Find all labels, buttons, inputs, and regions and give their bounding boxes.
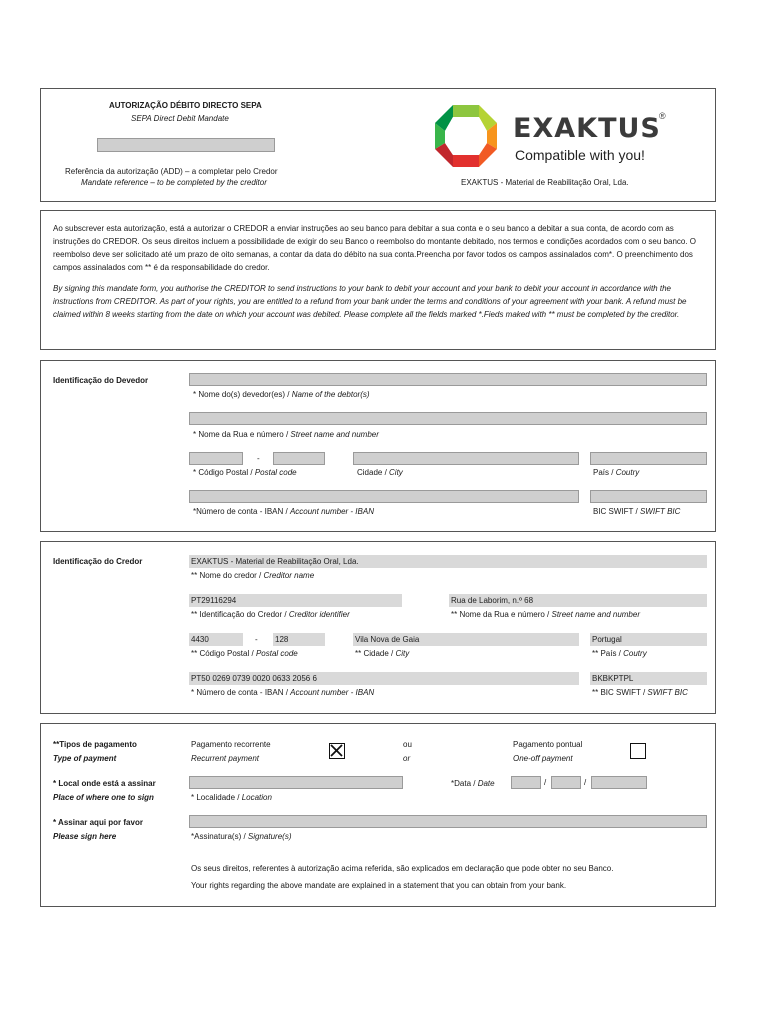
rights-text-en: Your rights regarding the above mandate are explained in a statement that you can obtain from your bank. xyxy=(191,881,567,890)
recurrent-payment-checkbox[interactable] xyxy=(329,743,345,759)
oneoff-payment-label: Pagamento pontual xyxy=(513,740,583,749)
debtor-street-label: * Nome da Rua e número / Street name and number xyxy=(193,430,379,439)
date-separator-1: / xyxy=(544,778,547,787)
debtor-city-label: Cidade / City xyxy=(357,468,403,477)
mandate-reference-label: Referência da autorização (ADD) – a completar pelo Credor xyxy=(65,167,278,176)
creditor-id-value: PT29116294 xyxy=(189,594,402,607)
mandate-reference-field[interactable] xyxy=(97,138,275,152)
debtor-country-label: País / Coutry xyxy=(593,468,640,477)
creditor-postal-2-value: 128 xyxy=(273,633,325,646)
place-label-en: Place of where one to sign xyxy=(53,793,154,802)
date-month-field[interactable] xyxy=(551,776,581,789)
debtor-name-label: * Nome do(s) devedor(es) / Name of the debtor(s) xyxy=(193,390,370,399)
creditor-iban-label: * Número de conta - IBAN / Account number - IBAN xyxy=(191,688,375,697)
rights-text-pt: Os seus direitos, referentes à autorização acima referida, são explicados em declaração que pode obter no seu Banco. xyxy=(191,864,614,873)
creditor-section xyxy=(40,541,716,714)
signature-field[interactable] xyxy=(189,815,707,828)
creditor-name-value: EXAKTUS - Material de Reabilitação Oral, Lda. xyxy=(189,555,707,568)
debtor-country-field[interactable] xyxy=(590,452,707,465)
debtor-postal-code-1-field[interactable] xyxy=(189,452,243,465)
creditor-country-value: Portugal xyxy=(590,633,707,646)
debtor-postal-separator: - xyxy=(257,454,260,463)
intro-text-pt: Ao subscrever esta autorização, está a autorizar o CREDOR a enviar instruções ao seu banco para debitar a sua conta e o seu banco a debitar a sua conta, de acordo com as instruções do CREDOR. Os seus direitos incluem a possibilidade de exigir do seu Banco o reembolso do montante debitado, nos termos e condições acordados com o seu banco. O reembolso deve ser solicitado até um prazo de oito semanas, a contar da data do débito na sua conta.Preencha por favor todos os campos assinalados com*. O preenchimento dos campos assinalados com ** é da responsabilidade do credor. xyxy=(53,224,697,272)
sign-here-label: * Assinar aqui por favor xyxy=(53,818,143,827)
creditor-id-label: ** Identificação do Credor / Creditor identifier xyxy=(191,610,350,619)
creditor-bic-label: ** BIC SWIFT / SWIFT BIC xyxy=(592,688,688,697)
payment-type-label: **Tipos de pagamento xyxy=(53,740,137,749)
location-field[interactable] xyxy=(189,776,403,789)
date-label: *Data / Date xyxy=(451,779,495,788)
creditor-street-value: Rua de Laborim, n.º 68 xyxy=(449,594,707,607)
signature-label: *Assinatura(s) / Signature(s) xyxy=(191,832,292,841)
company-logo xyxy=(431,103,681,169)
creditor-city-label: ** Cidade / City xyxy=(355,649,410,658)
sign-here-label-en: Please sign here xyxy=(53,832,117,841)
company-caption: EXAKTUS - Material de Reabilitação Oral, Lda. xyxy=(461,178,629,187)
payment-section xyxy=(40,723,716,907)
checkbox-cross-icon xyxy=(330,744,343,757)
creditor-bic-value: BKBKPTPL xyxy=(590,672,707,685)
debtor-postal-code-label: * Código Postal / Postal code xyxy=(193,468,297,477)
recurrent-payment-label: Pagamento recorrente xyxy=(191,740,271,749)
debtor-name-field[interactable] xyxy=(189,373,707,386)
creditor-postal-label: ** Código Postal / Postal code xyxy=(191,649,298,658)
debtor-postal-code-2-field[interactable] xyxy=(273,452,325,465)
or-label-en: or xyxy=(403,754,411,763)
place-label: * Local onde está a assinar xyxy=(53,779,156,788)
debtor-bic-field[interactable] xyxy=(590,490,707,503)
mandate-subtitle: SEPA Direct Debit Mandate xyxy=(131,114,229,123)
debtor-bic-label: BIC SWIFT / SWIFT BIC xyxy=(593,507,681,516)
debtor-section xyxy=(40,360,716,532)
date-separator-2: / xyxy=(584,778,587,787)
logo-octagon-icon xyxy=(431,103,501,169)
creditor-name-label: ** Nome do credor / Creditor name xyxy=(191,571,315,580)
oneoff-payment-checkbox[interactable] xyxy=(630,743,646,759)
recurrent-payment-label-en: Recurrent payment xyxy=(191,754,260,763)
header-box xyxy=(40,88,716,202)
or-label: ou xyxy=(403,740,412,749)
date-year-field[interactable] xyxy=(591,776,647,789)
creditor-iban-value: PT50 0269 0739 0020 0633 2056 6 xyxy=(189,672,579,685)
creditor-city-value: Vila Nova de Gaia xyxy=(353,633,579,646)
creditor-postal-1-value: 4430 xyxy=(189,633,243,646)
location-label: * Localidade / Location xyxy=(191,793,272,802)
creditor-section-label: Identificação do Credor xyxy=(53,557,143,566)
creditor-street-label: ** Nome da Rua e número / Street name and number xyxy=(451,610,640,619)
payment-type-label-en: Type of payment xyxy=(53,754,117,763)
mandate-title: AUTORIZAÇÃO DÉBITO DIRECTO SEPA xyxy=(109,101,262,110)
debtor-street-field[interactable] xyxy=(189,412,707,425)
logo-registered-mark: ® xyxy=(659,111,666,121)
debtor-section-label: Identificação do Devedor xyxy=(53,376,149,385)
logo-tagline: Compatible with you! xyxy=(515,147,645,163)
mandate-reference-label-en: Mandate reference – to be completed by the creditor xyxy=(81,178,267,187)
intro-box xyxy=(40,210,716,350)
intro-text-en: By signing this mandate form, you authorise the CREDITOR to send instructions to your bank to debit your account and your bank to debit your account in accordance with the instructions from CREDITOR. As part of your rights, you are entitled to a refund from your bank under the terms and conditions of your agreement with your bank. A refund must be claimed within 8 weeks starting from the date on which your account was debited. Please complete all the fields marked *.Fieds maked with ** must be completed by the creditor. xyxy=(53,284,687,319)
creditor-country-label: ** País / Coutry xyxy=(592,649,647,658)
logo-brand: EXAKTUS xyxy=(513,113,661,144)
debtor-city-field[interactable] xyxy=(353,452,579,465)
date-day-field[interactable] xyxy=(511,776,541,789)
oneoff-payment-label-en: One-off payment xyxy=(513,754,573,763)
creditor-postal-separator: - xyxy=(255,635,258,644)
debtor-iban-label: *Número de conta - IBAN / Account number - IBAN xyxy=(193,507,374,516)
debtor-iban-field[interactable] xyxy=(189,490,579,503)
